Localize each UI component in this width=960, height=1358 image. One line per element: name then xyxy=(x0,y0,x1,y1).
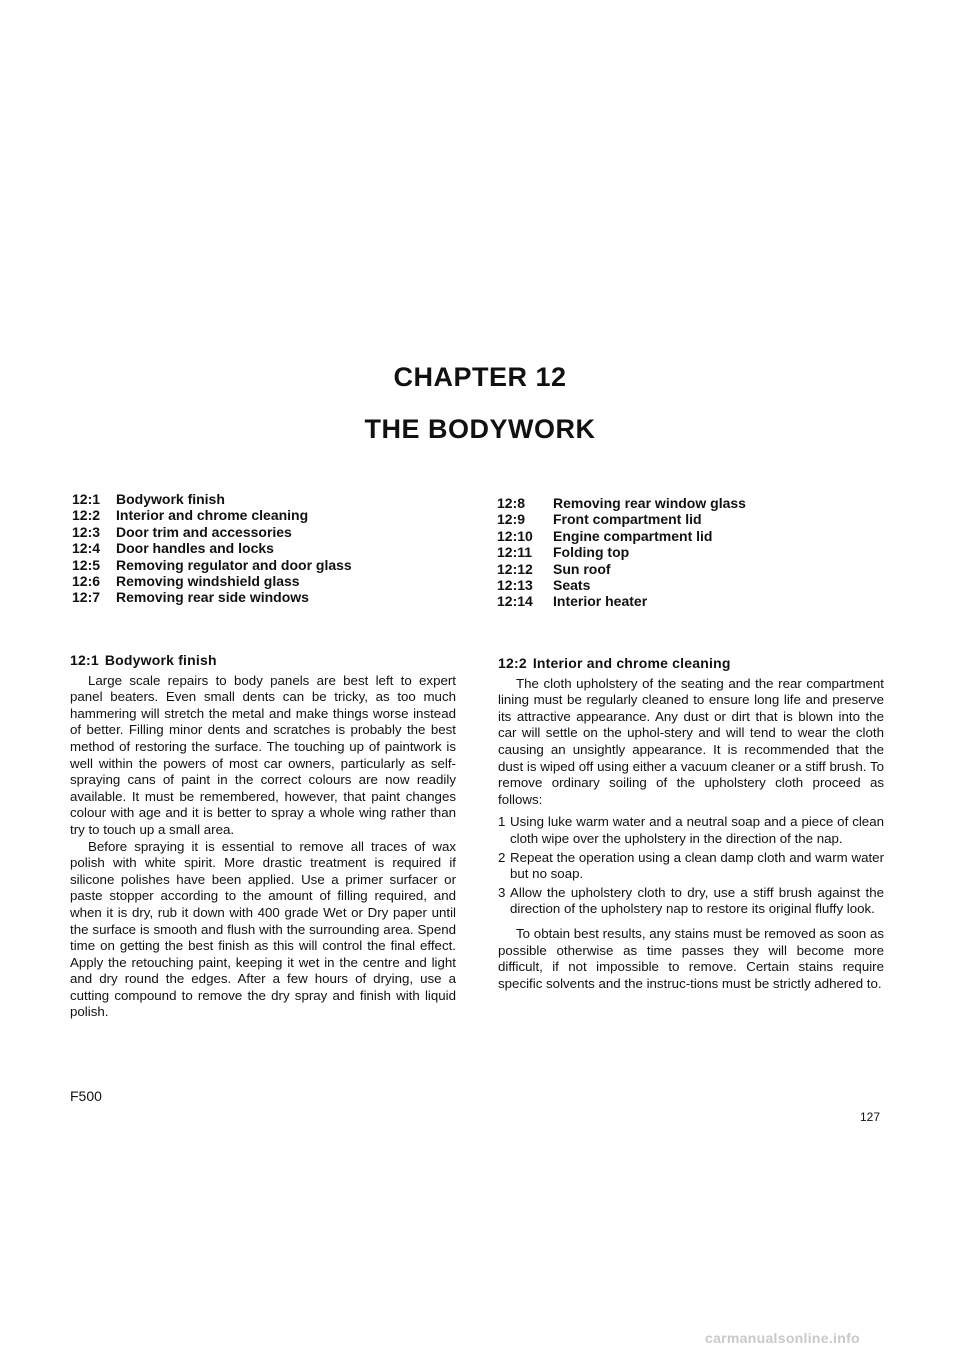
toc-item-title: Bodywork finish xyxy=(116,491,225,507)
toc-item xyxy=(497,511,746,527)
toc-item xyxy=(72,540,352,556)
step-item xyxy=(498,850,884,883)
toc-item xyxy=(497,495,746,511)
section-heading xyxy=(498,655,884,672)
section-interior-cleaning xyxy=(498,655,884,992)
step-item xyxy=(498,885,884,918)
toc-item-number: 12:12 xyxy=(497,560,533,577)
toc-item xyxy=(72,573,352,589)
chapter-number: CHAPTER 12 xyxy=(393,362,567,392)
toc-item-number: 12:13 xyxy=(497,577,533,594)
toc-item-title: Removing rear window glass xyxy=(553,495,746,511)
step-item xyxy=(498,814,884,847)
toc-item-number: 12:4 xyxy=(72,540,101,557)
step-number: 3 xyxy=(498,884,506,900)
toc-item xyxy=(72,507,352,523)
toc-item xyxy=(497,577,746,593)
section-number: 12:2 xyxy=(498,655,527,671)
section-heading xyxy=(70,652,456,669)
chapter-title: THE BODYWORK xyxy=(364,414,596,444)
toc-item-title: Door trim and accessories xyxy=(116,523,292,540)
step-text: Using luke warm water and a neutral soap and a piece of clean cloth wipe over the upholstery in the direction of the nap. xyxy=(510,814,884,846)
toc-item xyxy=(497,544,746,560)
step-number: 2 xyxy=(498,849,506,865)
toc-item-number: 12:14 xyxy=(497,593,533,610)
toc-item-number: 12:7 xyxy=(72,589,101,606)
toc-item-title: Interior heater xyxy=(553,593,648,610)
toc-item xyxy=(72,557,352,573)
toc-item-number: 12:2 xyxy=(72,507,101,524)
step-number: 1 xyxy=(498,814,506,830)
toc-item-title: Engine compartment lid xyxy=(553,527,713,544)
toc-item-number: 12:1 xyxy=(72,491,101,507)
step-text: Allow the upholstery cloth to dry, use a stiff brush against the direction of the upholstery nap to restore its original fluffy look. xyxy=(510,884,884,917)
section-title: Interior and chrome cleaning xyxy=(532,655,731,671)
section-paragraph: The cloth upholstery of the seating and the rear compartment lining must be regularly cleaned to ensure long life and preserve its attractive appearance. Any dust or dirt that is blown into the car will settle on the uphol-stery and will tend to wear the cloth causing an unsightly appearance. It is recommended that the dust is wiped off using either a vacuum cleaner or a stiff brush. To remove ordinary soiling of the upholstery cloth proceed as follows: xyxy=(498,675,884,807)
toc-item-number: 12:6 xyxy=(72,573,101,590)
toc-item xyxy=(497,593,746,609)
toc-item-title: Door handles and locks xyxy=(116,540,274,557)
toc-item-title: Seats xyxy=(553,577,591,594)
toc-right xyxy=(497,495,746,610)
toc-item-title: Removing rear side windows xyxy=(116,589,309,606)
toc-item-number: 12:11 xyxy=(497,544,533,561)
footer-model: F500 xyxy=(70,1088,102,1104)
section-bodywork-finish xyxy=(70,652,456,1021)
toc-item-number: 12:3 xyxy=(72,523,101,540)
page-number: 127 xyxy=(860,1110,881,1124)
toc-item-number: 12:5 xyxy=(72,556,101,573)
toc-left xyxy=(72,491,352,606)
section-title: Bodywork finish xyxy=(104,652,217,668)
toc-item xyxy=(72,491,352,507)
section-paragraph: To obtain best results, any stains must be removed as soon as possible otherwise as time passes they will become more difficult, if not impossible to remove. Certain stains require specific solvents and the instruc-tions must be strictly adhered to. xyxy=(498,925,884,991)
cleaning-steps xyxy=(498,814,884,918)
watermark: carmanualsonline.info xyxy=(705,1330,860,1346)
toc-item xyxy=(497,561,746,577)
toc-item-title: Folding top xyxy=(553,544,630,561)
toc-item-title: Removing windshield glass xyxy=(116,573,300,590)
section-number: 12:1 xyxy=(70,652,99,668)
toc-item-title: Removing regulator and door glass xyxy=(116,556,352,573)
toc-item-number: 12:10 xyxy=(497,527,533,544)
toc-item-title: Front compartment lid xyxy=(553,511,702,528)
section-paragraph: Before spraying it is essential to remove all traces of wax polish with white spirit. More drastic treatment is required if silicone polishes have been applied. Use a primer surfacer or paste stopper according to the amount of filling required, and when it is dry, rub it down with 400 grade Wet or Dry paper until the surface is smooth and flush with the surrounding area. Spend time on getting the best finish as this will control the final effect. Apply the retouching paint, keeping it wet in the centre and light and dry round the edges. After a few hours of drying, use a cutting compound to remove the dry spray and finish with liquid polish. xyxy=(70,838,456,1020)
toc-item xyxy=(72,524,352,540)
toc-item xyxy=(497,528,746,544)
toc-item xyxy=(72,589,352,605)
section-paragraph: Large scale repairs to body panels are best left to expert panel beaters. Even small dents can be tricky, as too much hammering will stretch the metal and make things worse instead of better. Filling minor dents and scratches is probably the best method of restoring the surface. The touching up of paintwork is well within the powers of most car owners, particularly as self-spraying cans of paint in the correct colours are now readily available. It must be remembered, however, that paint changes colour with age and it is better to spray a whole wing rather than try to touch up a small area. xyxy=(70,672,456,837)
toc-item-title: Interior and chrome cleaning xyxy=(116,507,309,524)
toc-item-title: Sun roof xyxy=(553,560,611,577)
step-text: Repeat the operation using a clean damp cloth and warm water but no soap. xyxy=(510,849,884,882)
toc-item-number: 12:8 xyxy=(497,495,526,511)
toc-item-number: 12:9 xyxy=(497,511,526,528)
